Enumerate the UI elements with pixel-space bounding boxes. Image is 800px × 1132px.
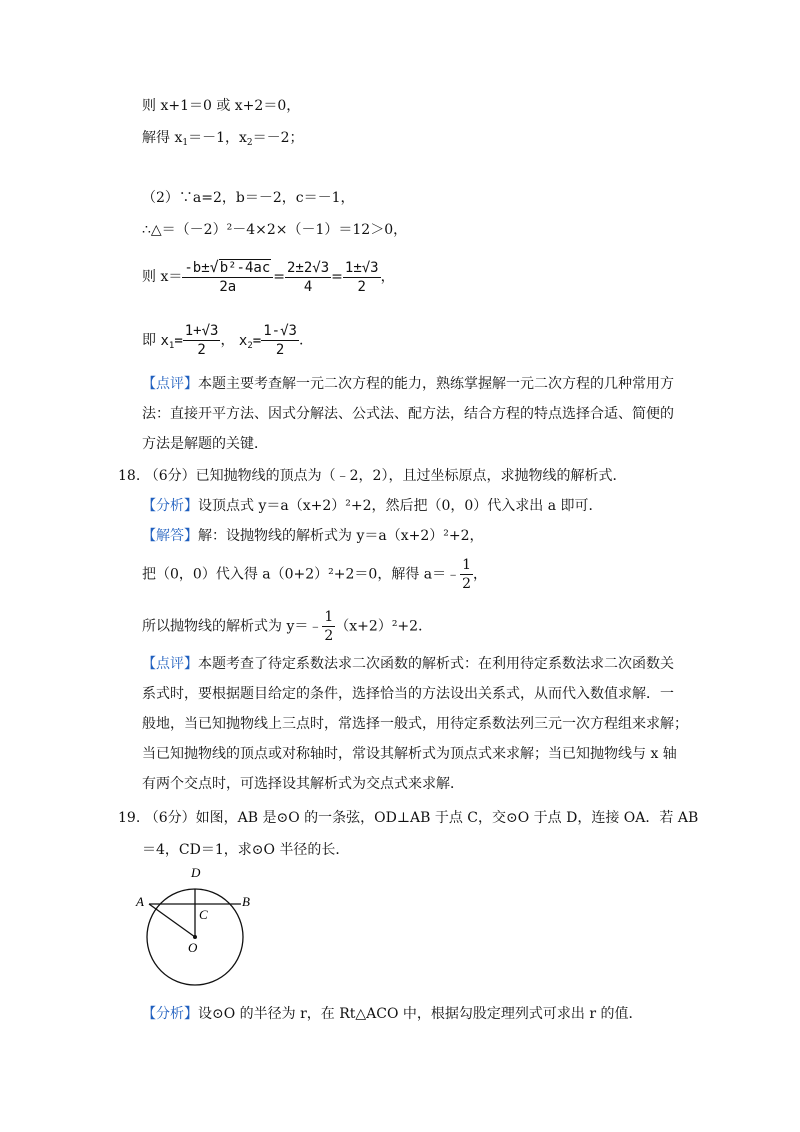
- solution-line-2: 解得 $x_1=-1$，$x_2=-2$；: [142, 130, 304, 148]
- quadratic-formula: 则 x＝ $\frac{\text{-b±√b²-4ac}}{2a}$ = $\frac{2\pm 2√3}{4}$ = $\frac{1\pm√3}{2}$ ，: [142, 258, 395, 295]
- analysis-18: 【分析】设顶点式 y＝a（x+2）²+2，然后把（0，0）代入求出 a 即可．: [142, 498, 603, 514]
- label-o: O: [188, 940, 198, 955]
- problem-18: 18. （6分）已知抛物线的顶点为（﹣2，2），且过坐标原点，求抛物线的解析式．: [118, 468, 627, 484]
- comment-17-line-3: 方法是解题的关键．: [142, 436, 268, 452]
- half-fraction-2: $\frac{1}{2}$: [324, 609, 334, 644]
- comment-18-line-3: 般地，当已知抛物线上三点时，常选择一般式，用待定系数法列三元一次方程组来求解；: [142, 716, 688, 732]
- analysis-tag: 【分析】: [142, 498, 198, 514]
- comment-17-line-2: 法：直接开平方法、因式分解法、公式法、配方法，结合方程的特点选择合适、简便的: [142, 406, 674, 422]
- answer-tag: 【解答】: [142, 528, 198, 544]
- answer-18-line-3: 所以抛物线的解析式为 y＝﹣ $\frac{1}{2}$ （x+2）²+2．: [142, 609, 433, 644]
- formula-fraction: $\frac{\text{-b±√b²-4ac}}{2a}$: [182, 258, 273, 296]
- answer-18-line-1: 【解答】解：设抛物线的解析式为 y＝a（x+2）²+2，: [142, 528, 484, 544]
- comment-17-line-1: 【点评】本题主要考查解一元二次方程的能力，熟练掌握解一元二次方程的几种常用方: [142, 376, 674, 392]
- center-point: [193, 935, 197, 939]
- problem-19-line-1: 19. （6分）如图，AB 是⊙O 的一条弦，OD⊥AB 于点 C，交⊙O 于点 D，连接 OA．若 AB: [118, 810, 699, 826]
- segment-oa: [149, 904, 195, 937]
- answer-18-line-2: 把（0，0）代入得 a（0+2）²+2＝0，解得 a＝﹣ $\frac{1}{2}$ ，: [142, 557, 488, 592]
- problem-number-19: 19.: [118, 810, 141, 826]
- comment-tag-18: 【点评】: [142, 656, 198, 672]
- analysis-tag-19: 【分析】: [142, 1006, 198, 1022]
- analysis-19: 【分析】设⊙O 的半径为 r，在 Rt△ACO 中，根据勾股定理列式可求出 r 的值．: [142, 1006, 643, 1022]
- comment-18-line-2: 系式时，要根据题目给定的条件，选择恰当的方法设出关系式，从而代入数值求解．一: [142, 686, 674, 702]
- comment-18-line-4: 当已知抛物线的顶点或对称轴时，常设其解析式为顶点式来求解；当已知抛物线与 x 轴: [142, 746, 677, 762]
- problem-19-line-2: ＝4，CD＝1，求⊙O 半径的长．: [142, 842, 350, 858]
- part2-given: （2）∵a=2，b＝－2，c＝－1，: [142, 190, 355, 206]
- solution-line-1: 则 x+1＝0 或 x+2＝0，: [142, 98, 301, 114]
- label-d: D: [191, 865, 201, 880]
- problem-number: 18.: [118, 468, 141, 484]
- part2-delta: ∴△＝（－2）²－4×2×（－1）＝12＞0，: [142, 222, 408, 238]
- circle-diagram: [130, 862, 260, 992]
- root2-fraction: $\frac{1-√3}{2}$: [263, 323, 297, 358]
- roots-line: 即 $x_1=$ $\frac{1+√3}{2}$ ， $x_2=$ $\frac{1-√3}{2}$ .: [142, 323, 304, 358]
- comment-18-line-5: 有两个交点时，可选择设其解析式为交点式来求解．: [142, 776, 464, 792]
- comment-tag: 【点评】: [142, 376, 198, 392]
- label-a: A: [136, 894, 144, 909]
- label-b: B: [242, 894, 250, 909]
- formula-fraction-2: $\frac{2\pm 2√3}{4}$: [287, 259, 330, 295]
- half-fraction: $\frac{1}{2}$: [462, 557, 472, 592]
- root1-fraction: $\frac{1+√3}{2}$: [184, 323, 219, 358]
- label-c: C: [199, 907, 208, 922]
- comment-18-line-1: 【点评】本题考查了待定系数法求二次函数的解析式：在利用待定系数法求二次函数关: [142, 656, 674, 672]
- formula-fraction-3: $\frac{1\pm√3}{2}$: [344, 259, 379, 295]
